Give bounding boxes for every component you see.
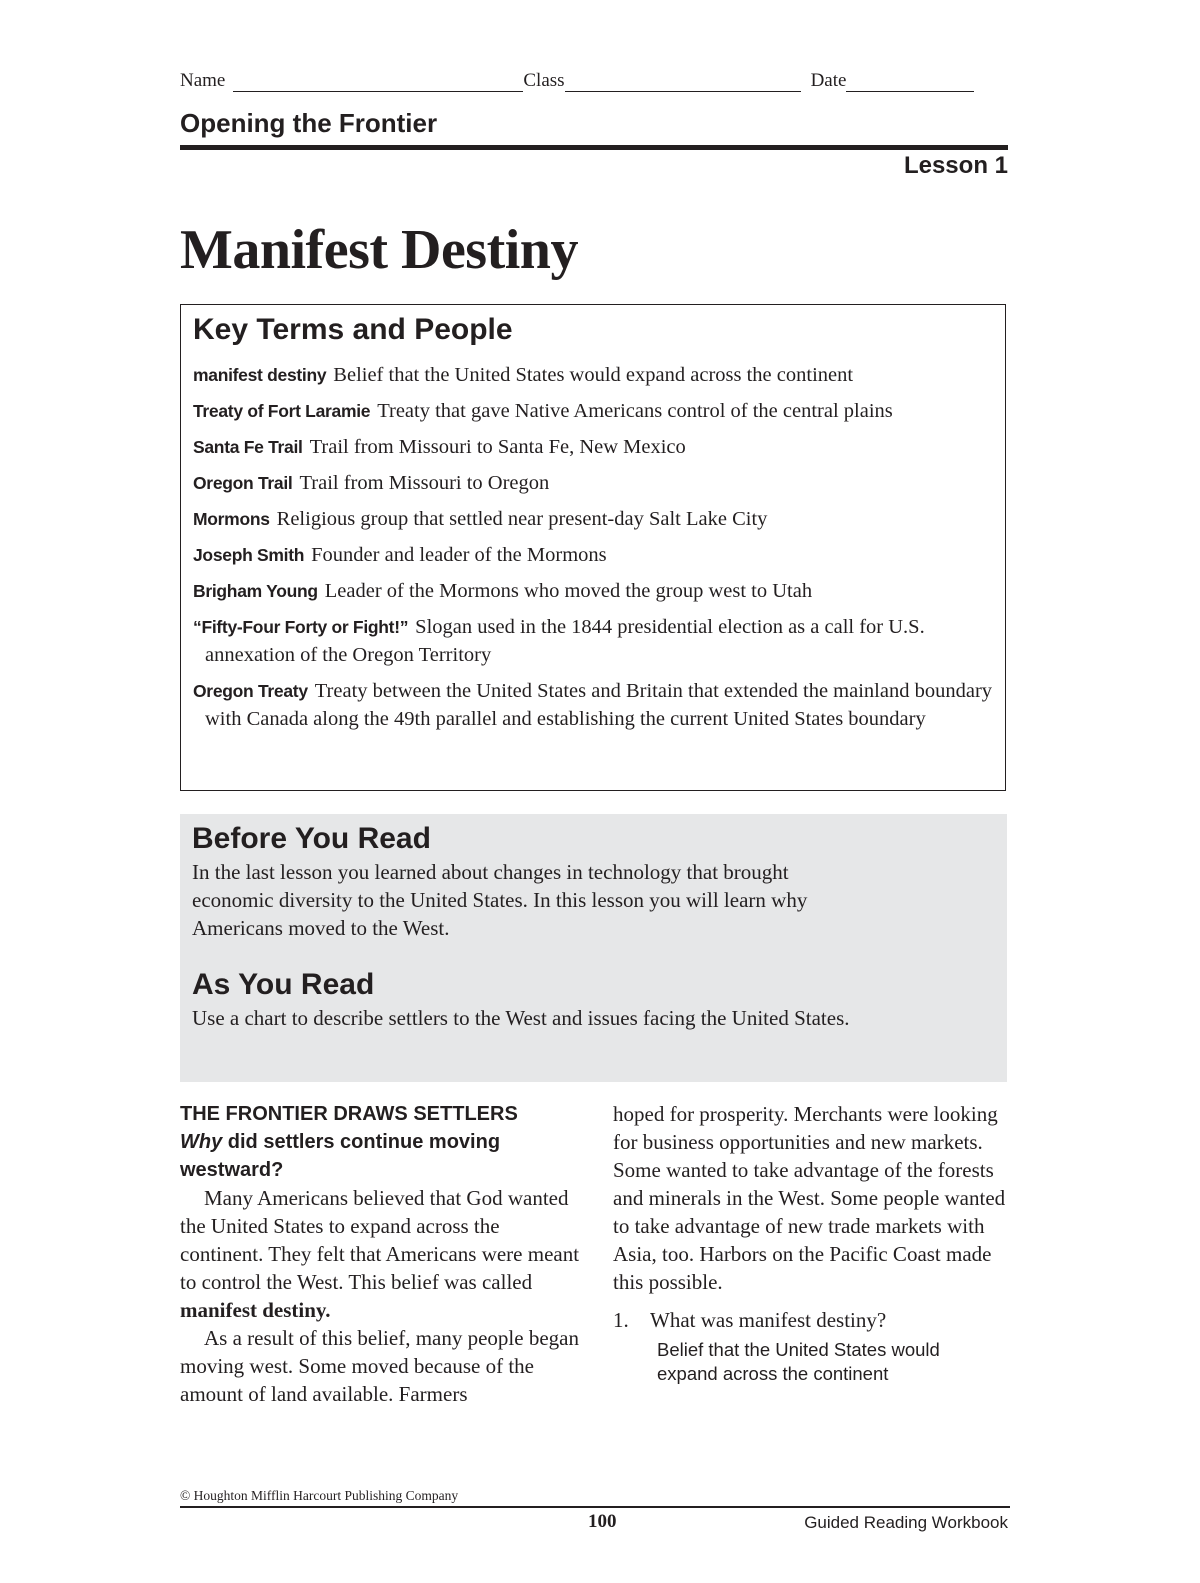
term-name: Brigham Young — [193, 581, 318, 601]
term-name: manifest destiny — [193, 365, 327, 385]
page-number: 100 — [588, 1511, 617, 1532]
name-field[interactable] — [233, 71, 523, 92]
header-rule — [180, 145, 1008, 150]
key-term — [193, 433, 993, 461]
right-column — [613, 1100, 1013, 1386]
term-definition: Founder and leader of the Mormons — [311, 544, 607, 566]
term-name: “Fifty-Four Forty or Fight!” — [193, 617, 409, 637]
term-definition: Trail from Missouri to Santa Fe, New Mexico — [309, 436, 686, 458]
term-name: Joseph Smith — [193, 545, 305, 565]
before-you-read-text: In the last lesson you learned about changes in technology that brought economic diversity to the United States. In this lesson you will learn why Americans moved to the West. — [192, 860, 808, 940]
left-column — [180, 1100, 580, 1408]
term-definition: Belief that the United States would expand across the continent — [333, 364, 854, 386]
key-term — [193, 613, 993, 669]
class-field[interactable] — [565, 71, 801, 92]
term-definition: Religious group that settled near present-day Salt Lake City — [276, 508, 768, 530]
term-name: Oregon Trail — [193, 473, 293, 493]
term-definition: Treaty that gave Native Americans control of the central plains — [377, 400, 893, 422]
section-heading: THE FRONTIER DRAWS SETTLERS — [180, 1103, 518, 1125]
section-question — [180, 1128, 580, 1184]
section-question-italic: Why — [180, 1131, 223, 1153]
key-term — [193, 677, 993, 733]
footer-rule — [180, 1506, 1010, 1508]
term-name: Treaty of Fort Laramie — [193, 401, 371, 421]
key-term — [193, 505, 993, 533]
workbook-title: Guided Reading Workbook — [804, 1513, 1008, 1532]
term-definition: Treaty between the United States and Britain that extended the mainland boundary with Canada along the 49th parallel and establishing the current United States boundary — [205, 680, 993, 730]
key-term — [193, 469, 993, 497]
question-number: 1. — [613, 1308, 629, 1332]
paragraph-2-continued: hoped for prosperity. Merchants were looking for business opportunities and new markets. Some wanted to take advantage of the forests and minerals in the West. Some people wanted to take advantage of new trade markets with Asia, too. Harbors on the Pacific Coast made this possible. — [613, 1102, 1006, 1294]
term-definition: Slogan used in the 1844 presidential election as a call for U.S. annexation of the Oregon Territory — [205, 616, 925, 666]
lesson-label: Lesson 1 — [903, 152, 1008, 179]
key-term-highlight: manifest destiny. — [180, 1298, 331, 1322]
as-you-read-heading: As You Read — [192, 968, 375, 1001]
date-label: Date — [810, 70, 847, 91]
section-question-text: did settlers continue moving westward? — [180, 1131, 501, 1181]
class-label: Class — [523, 70, 565, 91]
reading-guide-box — [180, 814, 1007, 1082]
term-name: Oregon Treaty — [193, 681, 308, 701]
key-term — [193, 397, 993, 425]
key-terms-heading: Key Terms and People — [193, 313, 513, 346]
before-you-read-heading: Before You Read — [192, 822, 431, 855]
key-term — [193, 541, 993, 569]
term-definition: Trail from Missouri to Oregon — [299, 472, 550, 494]
name-label: Name — [180, 70, 226, 91]
copyright: © Houghton Mifflin Harcourt Publishing Company — [180, 1488, 459, 1503]
page-title: Manifest Destiny — [180, 219, 578, 281]
paragraph-2: As a result of this belief, many people began moving west. Some moved because of the amount of land available. Farmers — [180, 1326, 579, 1406]
unit-title: Opening the Frontier — [180, 108, 438, 138]
term-name: Mormons — [193, 509, 270, 529]
term-definition: Leader of the Mormons who moved the group west to Utah — [324, 580, 813, 602]
as-you-read-text: Use a chart to describe settlers to the West and issues facing the United States. — [192, 1006, 850, 1030]
answer-field[interactable]: Belief that the United States would expand across the continent — [657, 1339, 940, 1384]
key-term — [193, 577, 993, 605]
paragraph-1 — [180, 1184, 580, 1324]
key-term — [193, 361, 993, 389]
question-1 — [613, 1306, 1013, 1334]
date-field[interactable] — [846, 71, 974, 92]
question-text: What was manifest destiny? — [650, 1308, 887, 1332]
term-name: Santa Fe Trail — [193, 437, 303, 457]
paragraph-1-text: Many Americans believed that God wanted the United States to expand across the continent. They felt that Americans were meant to control the West. This belief was called — [180, 1186, 580, 1294]
key-terms-box — [180, 304, 1006, 791]
student-info-row — [180, 66, 1002, 92]
